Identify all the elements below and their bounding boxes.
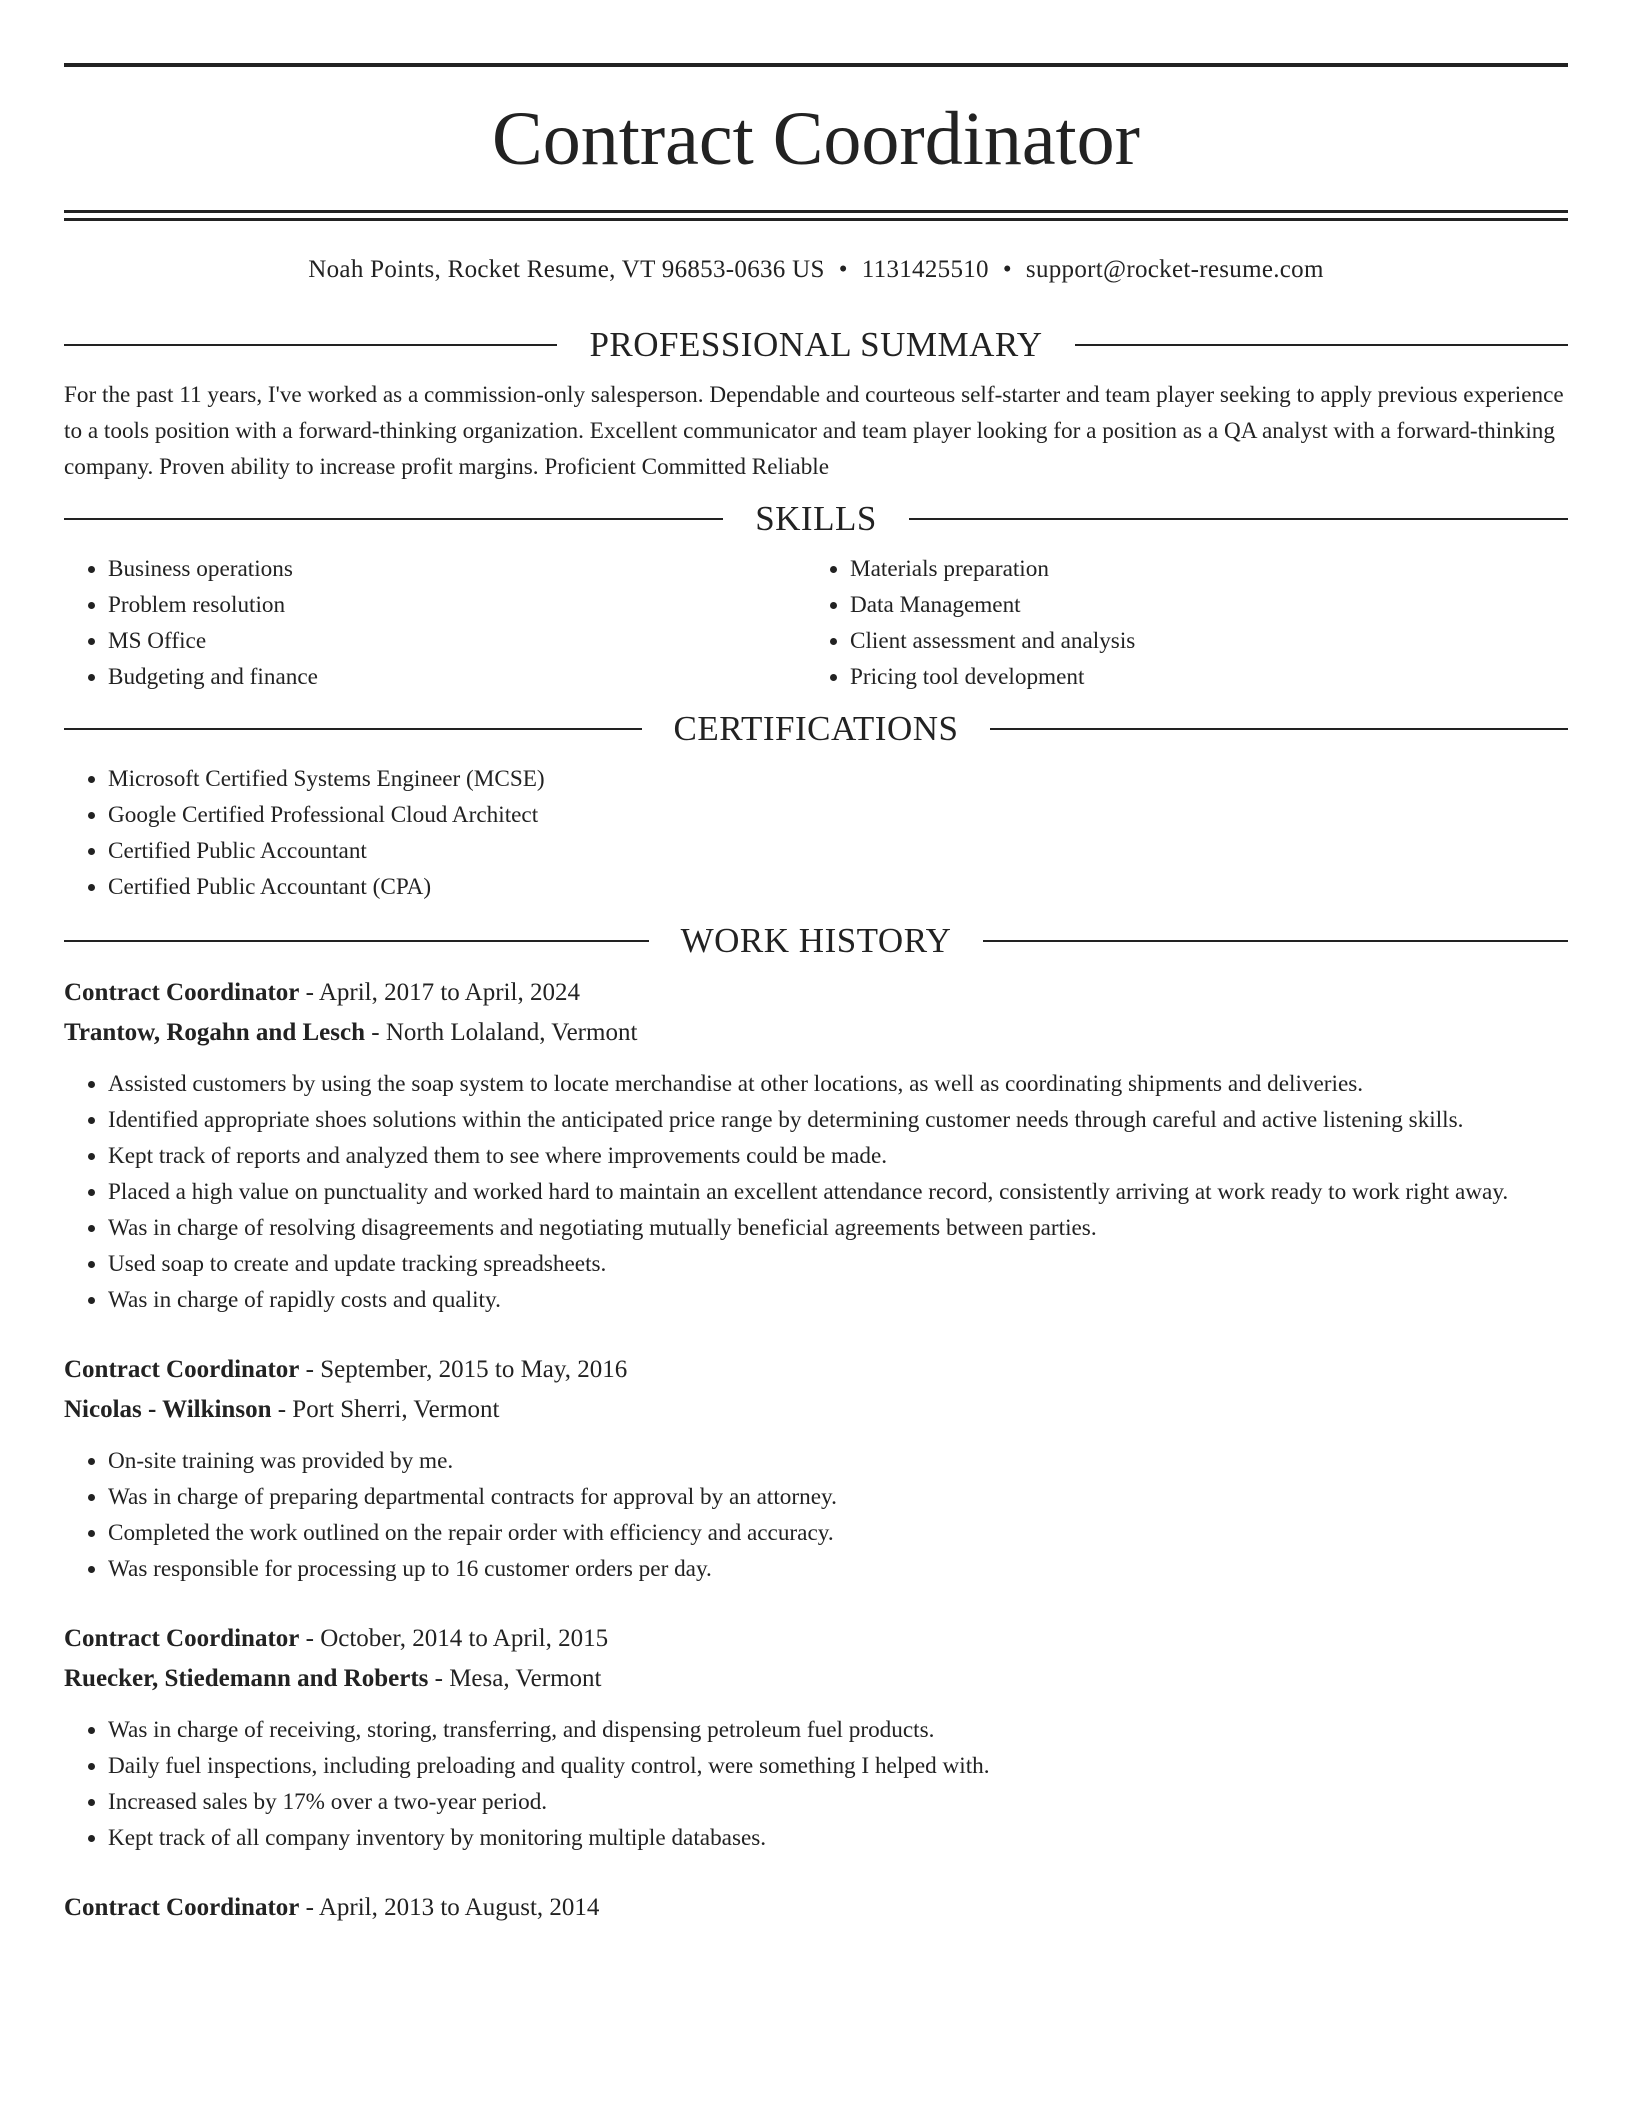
heading-rule-left — [64, 344, 557, 346]
contact-line — [64, 255, 1568, 285]
job-entry — [64, 1350, 1568, 1587]
job-bullet: • Was in charge of preparing departmental contracts for approval by an attorney. — [108, 1479, 1568, 1515]
heading-rule-left — [64, 518, 723, 520]
contact-email: support@rocket-resume.com — [1025, 256, 1324, 283]
title-rule-upper — [64, 210, 1568, 213]
heading-rule-right — [1075, 344, 1568, 346]
job-dates: - September, 2015 to May, 2016 — [299, 1356, 628, 1383]
heading-rule-right — [990, 728, 1568, 730]
heading-rule-left — [64, 940, 649, 942]
job-dates: - April, 2013 to August, 2014 — [299, 1894, 600, 1921]
job-location: - North Lolaland, Vermont — [365, 1019, 638, 1046]
skill-item: • Client assessment and analysis — [850, 623, 1548, 659]
certification-item: • Certified Public Accountant — [108, 833, 1568, 869]
job-company: Trantow, Rogahn and Lesch — [64, 1019, 365, 1046]
contact-address: Noah Points, Rocket Resume, VT 96853-0636 US — [308, 256, 825, 283]
resume-page — [64, 0, 1568, 1928]
contact-phone: 1131425510 — [861, 256, 989, 283]
contact-separator: • — [838, 256, 848, 283]
job-bullet: • Used soap to create and update tracking spreadsheets. — [108, 1246, 1568, 1282]
job-bullet: • On-site training was provided by me. — [108, 1443, 1568, 1479]
job-bullets — [64, 1443, 1568, 1587]
job-title-line — [64, 1619, 1568, 1659]
heading-rule-right — [909, 518, 1568, 520]
job-bullet: • Increased sales by 17% over a two-year period. — [108, 1784, 1568, 1820]
job-location: - Port Sherri, Vermont — [271, 1396, 500, 1423]
certifications-heading — [64, 709, 1568, 749]
job-title-line — [64, 1350, 1568, 1390]
skill-item: • MS Office — [108, 623, 806, 659]
skills-heading-label: SKILLS — [755, 499, 877, 538]
job-company: Nicolas - Wilkinson — [64, 1396, 272, 1423]
job-bullet: • Placed a high value on punctuality and worked hard to maintain an excellent attendance record, consistently arriving at work ready to work right away. — [108, 1174, 1568, 1210]
resume-title: Contract Coordinator — [492, 97, 1140, 181]
job-title-line — [64, 973, 1568, 1013]
job-dates: - October, 2014 to April, 2015 — [299, 1625, 609, 1652]
skill-item: • Budgeting and finance — [108, 659, 806, 695]
job-title: Contract Coordinator — [64, 1894, 300, 1921]
skills-column-right — [806, 551, 1548, 695]
job-title: Contract Coordinator — [64, 1625, 300, 1652]
certification-item: • Google Certified Professional Cloud Architect — [108, 797, 1568, 833]
job-bullet: • Assisted customers by using the soap system to locate merchandise at other locations, as well as coordinating shipments and deliveries. — [108, 1066, 1568, 1102]
job-entry — [64, 1888, 1568, 1928]
job-bullet: • Was responsible for processing up to 16 customer orders per day. — [108, 1551, 1568, 1587]
skill-item: • Data Management — [850, 587, 1548, 623]
certifications-heading-label: CERTIFICATIONS — [673, 709, 959, 748]
job-title: Contract Coordinator — [64, 979, 300, 1006]
contact-separator: • — [1002, 256, 1012, 283]
job-entry — [64, 973, 1568, 1318]
skill-item: • Pricing tool development — [850, 659, 1548, 695]
job-entry — [64, 1619, 1568, 1856]
skill-item: • Problem resolution — [108, 587, 806, 623]
job-location: - Mesa, Vermont — [428, 1665, 602, 1692]
job-bullet: • Kept track of reports and analyzed them to see where improvements could be made. — [108, 1138, 1568, 1174]
job-company-line — [64, 1013, 1568, 1053]
skill-item: • Business operations — [108, 551, 806, 587]
job-bullets — [64, 1066, 1568, 1318]
job-title: Contract Coordinator — [64, 1356, 300, 1383]
job-company: Ruecker, Stiedemann and Roberts — [64, 1665, 429, 1692]
heading-rule-right — [983, 940, 1568, 942]
skills-column-left — [64, 551, 806, 695]
job-dates: - April, 2017 to April, 2024 — [299, 979, 580, 1006]
job-bullets — [64, 1712, 1568, 1856]
job-bullet: • Was in charge of rapidly costs and quality. — [108, 1282, 1568, 1318]
certification-item: • Microsoft Certified Systems Engineer (MCSE) — [108, 761, 1568, 797]
heading-rule-left — [64, 728, 642, 730]
job-bullet: • Identified appropriate shoes solutions within the anticipated price range by determining customer needs through careful and active listening skills. — [108, 1102, 1568, 1138]
title-rule-lower — [64, 218, 1568, 221]
certification-item: • Certified Public Accountant (CPA) — [108, 869, 1568, 905]
top-rule — [64, 63, 1568, 67]
job-company-line — [64, 1659, 1568, 1699]
certifications-list — [64, 761, 1568, 905]
job-bullet: • Daily fuel inspections, including preloading and quality control, were something I helped with. — [108, 1748, 1568, 1784]
job-bullet: • Was in charge of receiving, storing, transferring, and dispensing petroleum fuel products. — [108, 1712, 1568, 1748]
work-heading — [64, 921, 1568, 961]
skills-heading — [64, 499, 1568, 539]
job-title-line — [64, 1888, 1568, 1928]
job-bullet: • Kept track of all company inventory by monitoring multiple databases. — [108, 1820, 1568, 1856]
skills-grid — [64, 551, 1568, 695]
summary-text: For the past 11 years, I've worked as a commission-only salesperson. Dependable and courteous self-starter and team player seeking to apply previous experience to a tools position with a forward-thinking organization. Excellent communicator and team player looking for a position as a QA analyst with a forward-thinking company. Proven ability to increase profit margins. Proficient Committed Reliable — [64, 382, 1564, 480]
summary-heading-label: PROFESSIONAL SUMMARY — [589, 325, 1043, 364]
job-bullet: • Was in charge of resolving disagreements and negotiating mutually beneficial agreements between parties. — [108, 1210, 1568, 1246]
skill-item: • Materials preparation — [850, 551, 1548, 587]
job-company-line — [64, 1390, 1568, 1430]
summary-heading — [64, 325, 1568, 365]
work-heading-label: WORK HISTORY — [680, 921, 952, 960]
job-bullet: • Completed the work outlined on the repair order with efficiency and accuracy. — [108, 1515, 1568, 1551]
